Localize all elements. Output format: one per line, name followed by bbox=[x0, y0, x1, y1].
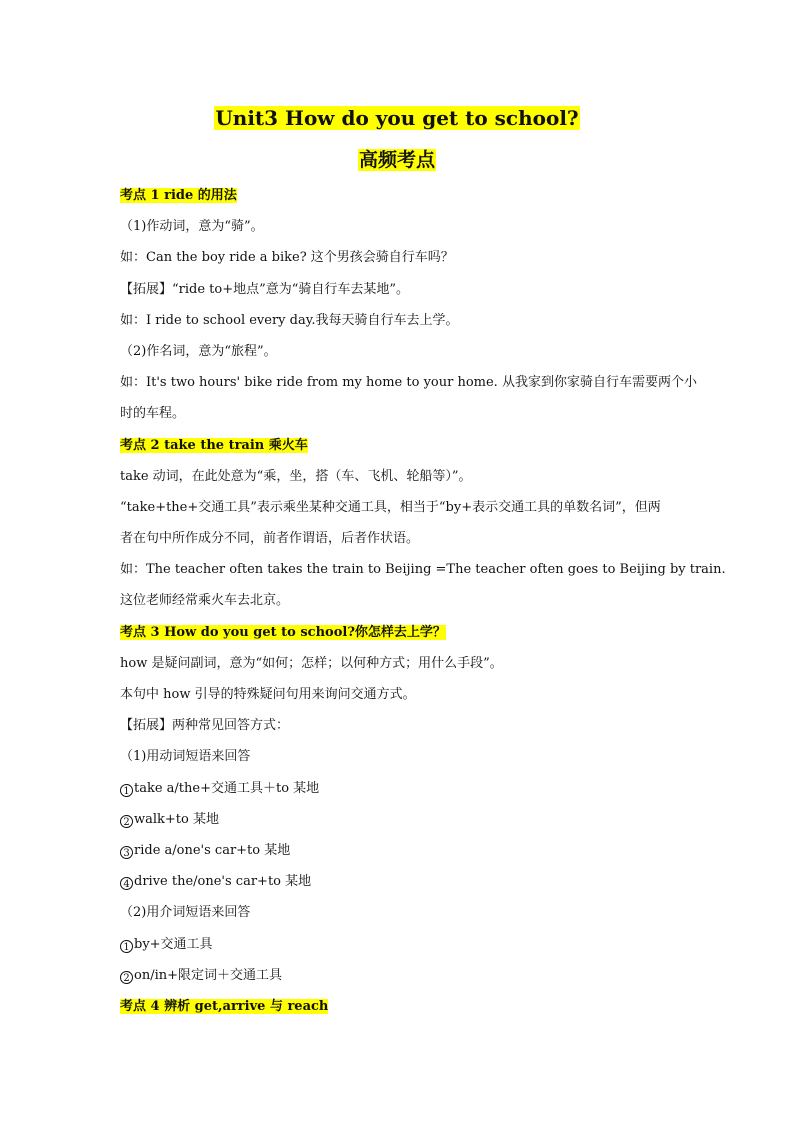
document-subtitle bbox=[0, 146, 794, 174]
section-heading-2-text: 考点 2 take the train 乘火车 bbox=[120, 437, 308, 453]
list-item-text: take a/the+交通工具＋to 某地 bbox=[134, 780, 320, 796]
circled-number-icon: 2 bbox=[120, 815, 133, 828]
section-heading-2 bbox=[120, 430, 680, 461]
list-item bbox=[120, 960, 680, 991]
circled-number-icon: 4 bbox=[120, 877, 133, 890]
paragraph-line: take 动词，在此处意为“乘，坐，搭（车、飞机、轮船等）”。 bbox=[120, 468, 472, 484]
paragraph-line: （2)作名词，意为“旅程”。 bbox=[120, 343, 277, 359]
section-heading-4 bbox=[120, 991, 680, 1022]
paragraph-line: 时的车程。 bbox=[120, 406, 186, 422]
paragraph-line: 本句中 how 引导的特殊疑问句用来询问交通方式。 bbox=[120, 687, 416, 702]
document-title-text: Unit3 How do you get to school? bbox=[215, 106, 579, 130]
paragraph-line: “take+the+交通工具”表示乘坐某种交通工具，相当于“by+表示交通工具的单数名词”，但两 bbox=[120, 499, 661, 515]
section-heading-3-text: 考点 3 How do you get to school?你怎样去上学？ bbox=[120, 624, 446, 640]
section-heading-3 bbox=[120, 617, 680, 648]
section-heading-4-text: 考点 4 辨析 get,arrive 与 reach bbox=[120, 998, 329, 1014]
paragraph-line: （1)作动词，意为“骑”。 bbox=[120, 219, 264, 235]
list-item bbox=[120, 773, 680, 804]
paragraph-line: 如：Can the boy ride a bike? 这个男孩会骑自行车吗？ bbox=[120, 250, 454, 266]
circled-number-icon: 2 bbox=[120, 971, 133, 984]
list-item bbox=[120, 866, 680, 897]
document-subtitle-text: 高频考点 bbox=[358, 149, 435, 171]
list-item bbox=[120, 835, 680, 866]
paragraph-line: 如：I ride to school every day.我每天骑自行车去上学。 bbox=[120, 312, 459, 328]
section-heading-1 bbox=[120, 180, 680, 211]
list-item-text: by+交通工具 bbox=[134, 936, 213, 952]
section-heading-1-text: 考点 1 ride 的用法 bbox=[120, 188, 237, 203]
list-item bbox=[120, 804, 680, 835]
list-item bbox=[120, 929, 680, 960]
document-title bbox=[0, 104, 794, 132]
paragraph-line: 这位老师经常乘火车去北京。 bbox=[120, 593, 290, 609]
circled-number-icon: 1 bbox=[120, 784, 133, 797]
paragraph-line: 【拓展】两种常见回答方式： bbox=[120, 718, 290, 734]
paragraph-line: 如：The teacher often takes the train to Beijing =The teacher often goes to Beijing by train. bbox=[120, 562, 726, 578]
list-item-text: ride a/one's car+to 某地 bbox=[134, 842, 291, 858]
paragraph-line: （2)用介词短语来回答 bbox=[120, 905, 251, 921]
paragraph-line: （1)用动词短语来回答 bbox=[120, 749, 251, 765]
circled-number-icon: 1 bbox=[120, 940, 133, 953]
list-item-text: drive the/one's car+to 某地 bbox=[134, 874, 312, 890]
content-body bbox=[120, 180, 726, 1022]
paragraph-line: 如：It's two hours' bike ride from my home to your home. 从我家到你家骑自行车需要两个小 bbox=[120, 375, 697, 391]
list-item-text: walk+to 某地 bbox=[134, 811, 219, 827]
paragraph-line: how 是疑问副词，意为“如何；怎样；以何种方式；用什么手段”。 bbox=[120, 655, 503, 671]
paragraph-line: 者在句中所作成分不同，前者作谓语，后者作状语。 bbox=[120, 531, 420, 547]
circled-number-icon: 3 bbox=[120, 846, 133, 859]
list-item-text: on/in+限定词＋交通工具 bbox=[134, 967, 283, 983]
paragraph-line: 【拓展】“ride to+地点”意为“骑自行车去某地”。 bbox=[120, 281, 410, 297]
